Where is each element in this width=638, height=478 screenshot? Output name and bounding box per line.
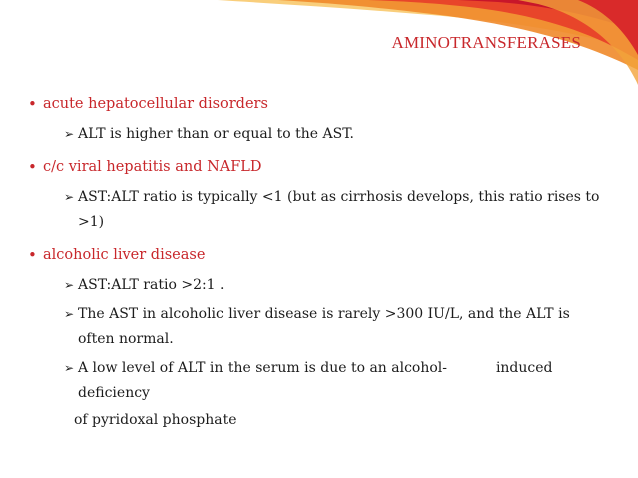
arrow-bullet-icon: ➢: [64, 190, 75, 204]
section-heading-text: c/c viral hepatitis and NAFLD: [43, 159, 262, 175]
section-acute: [28, 96, 608, 147]
list-item-text: deficiency: [78, 385, 150, 401]
list-item: [28, 302, 608, 352]
section-heading: [28, 247, 608, 263]
bullet-dot: •: [28, 95, 37, 113]
arrow-bullet-icon: ➢: [64, 127, 75, 141]
section-alcoholic: [28, 247, 608, 433]
list-item: [28, 185, 608, 235]
list-item: [28, 122, 608, 147]
section-viral: [28, 159, 608, 235]
section-heading: [28, 96, 608, 112]
arrow-bullet-icon: ➢: [64, 361, 75, 375]
list-item-text: AST:ALT ratio >2:1 .: [78, 277, 225, 293]
list-item-text: ALT is higher than or equal to the AST.: [78, 126, 354, 142]
slide-content: [28, 96, 608, 445]
list-item: [28, 356, 608, 406]
section-heading: [28, 159, 608, 175]
section-heading-text: alcoholic liver disease: [43, 247, 206, 263]
arrow-bullet-icon: ➢: [64, 278, 75, 292]
section-heading-text: acute hepatocellular disorders: [43, 96, 268, 112]
list-item-continuation: of pyridoxal phosphate: [74, 412, 237, 428]
list-item-text: The AST in alcoholic liver disease is rarely >300 IU/L, and the ALT is often normal.: [78, 306, 570, 347]
slide-title: AMINOTRANSFERASES: [391, 33, 581, 52]
list-item-text: AST:ALT ratio is typically <1 (but as cirrhosis develops, this ratio rises to >1): [78, 189, 600, 230]
list-item-text: A low level of ALT in the serum is due to an alcohol-: [78, 360, 448, 376]
list-item: [28, 273, 608, 298]
list-item-text: induced: [495, 360, 553, 376]
bullet-dot: •: [28, 158, 37, 176]
bullet-dot: •: [28, 246, 37, 264]
arrow-bullet-icon: ➢: [64, 307, 75, 321]
